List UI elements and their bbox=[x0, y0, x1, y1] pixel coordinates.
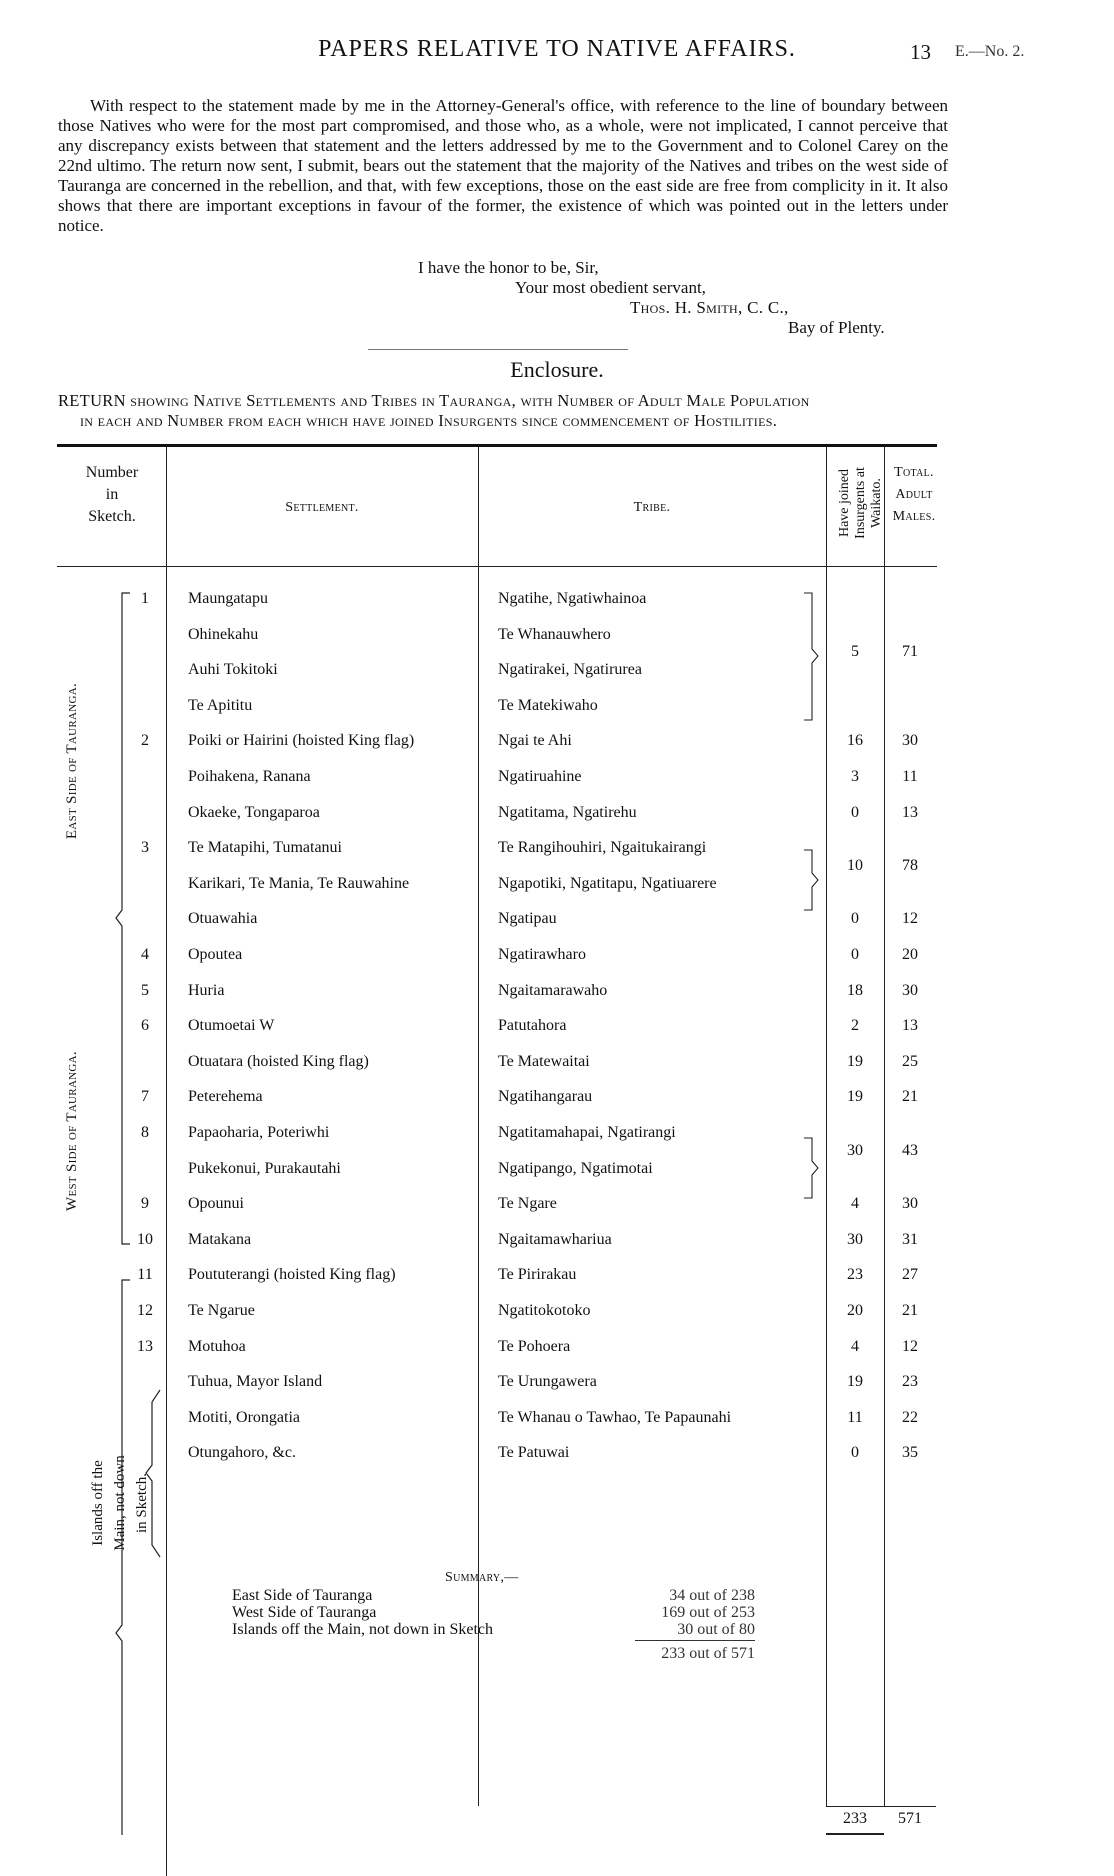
tribe-name: Ngaitamawhariua bbox=[498, 1231, 612, 1248]
tribe-name: Ngatipango, Ngatimotai bbox=[498, 1160, 653, 1177]
running-title: PAPERS RELATIVE TO NATIVE AFFAIRS. bbox=[318, 36, 796, 62]
total-value: 12 bbox=[902, 1338, 918, 1355]
joined-value: 0 bbox=[851, 946, 859, 963]
joined-value: 3 bbox=[851, 768, 859, 785]
tribe-name: Te Patuwai bbox=[498, 1444, 570, 1461]
sketch-number: 13 bbox=[137, 1338, 153, 1355]
settlement-name: Karikari, Te Mania, Te Rauwahine bbox=[188, 875, 410, 892]
sketch-number: 12 bbox=[137, 1302, 153, 1319]
tribe-name: Te Urungawera bbox=[498, 1373, 597, 1390]
settlement-name: Motuhoa bbox=[188, 1338, 246, 1355]
header-joined-insurgents: Have joined Insurgents at Waikato. bbox=[837, 467, 884, 539]
tribe-name: Te Rangihouhiri, Ngaitukairangi bbox=[498, 839, 707, 856]
total-value: 25 bbox=[902, 1053, 918, 1070]
group-label-east: East Side of Tauranga. bbox=[64, 682, 80, 840]
total-value: 12 bbox=[902, 910, 918, 927]
sketch-number: 3 bbox=[141, 839, 149, 856]
total-adult-males: 571 bbox=[898, 1810, 922, 1827]
joined-value: 23 bbox=[847, 1266, 863, 1283]
settlement-name: Te Matapihi, Tumatanui bbox=[188, 839, 342, 856]
joined-value: 0 bbox=[851, 804, 859, 821]
bracket bbox=[804, 593, 818, 720]
summary-value: 169 out of 253 bbox=[661, 1604, 755, 1621]
header-text: Total. bbox=[894, 465, 934, 480]
total-value: 13 bbox=[902, 804, 918, 821]
joined-value: 19 bbox=[847, 1053, 863, 1070]
tribe-name: Ngatitama, Ngatirehu bbox=[498, 804, 637, 821]
settlement-name: Ohinekahu bbox=[188, 626, 259, 643]
bracket bbox=[804, 1138, 818, 1198]
tribe-name: Te Pohoera bbox=[498, 1338, 571, 1355]
total-value: 21 bbox=[902, 1088, 918, 1105]
summary-value: 34 out of 238 bbox=[669, 1587, 755, 1604]
tribe-name: Ngatiruahine bbox=[498, 768, 582, 785]
total-value: 11 bbox=[902, 768, 918, 785]
east-brace bbox=[116, 593, 130, 1244]
total-value: 13 bbox=[902, 1017, 918, 1034]
group-label-west: West Side of Tauranga. bbox=[64, 1051, 80, 1211]
joined-value: 19 bbox=[847, 1373, 863, 1390]
settlement-name: Otungahoro, &c. bbox=[188, 1444, 296, 1461]
settlement-name: Otuatara (hoisted King flag) bbox=[188, 1053, 369, 1070]
summary-total: 233 out of 571 bbox=[661, 1645, 755, 1662]
settlement-name: Tuhua, Mayor Island bbox=[188, 1373, 323, 1390]
sketch-number: 4 bbox=[141, 946, 149, 963]
paper-reference: E.—No. 2. bbox=[955, 43, 1025, 60]
tribe-name: Patutahora bbox=[498, 1017, 567, 1034]
header-text: Adult bbox=[895, 487, 933, 502]
header-text: Sketch. bbox=[88, 508, 136, 525]
settlement-name: Te Ngarue bbox=[188, 1302, 255, 1319]
settlement-name: Pukekonui, Purakautahi bbox=[188, 1160, 341, 1177]
tribe-name: Ngapotiki, Ngatitapu, Ngatiuarere bbox=[498, 875, 717, 892]
total-value: 35 bbox=[902, 1444, 918, 1461]
summary-value: 30 out of 80 bbox=[677, 1621, 755, 1638]
tribe-name: Ngatihangarau bbox=[498, 1088, 593, 1105]
tribe-name: Ngaitamarawaho bbox=[498, 982, 608, 999]
total-value: 23 bbox=[902, 1373, 918, 1390]
settlement-name: Te Apititu bbox=[188, 697, 253, 714]
table-header-rule bbox=[57, 566, 937, 567]
valediction: Your most obedient servant, bbox=[515, 278, 706, 297]
group-label-line: in Sketch. bbox=[134, 1473, 150, 1533]
sketch-number: 7 bbox=[141, 1088, 149, 1105]
settlement-name: Huria bbox=[188, 982, 225, 999]
total-value: 30 bbox=[902, 982, 918, 999]
page-number: 13 bbox=[910, 40, 931, 64]
letter-body: With respect to the statement made by me in the Attorney-General's office, with reference to the line of boundary between those Natives who were for the most part compromised, and those who, as a whole, were not implicated, I cannot perceive that any discrepancy exists between that statement and the letters addressed by me to the Government and to Colonel Carey on the 22nd ultimo. The return now sent, I submit, bears out the statement that the majority of the Natives and tribes on the west side of Tauranga are concerned in the rebellion, and that, with few exceptions, those on the east side are free from complicity in it. It also shows that there are important exceptions in favour of the former, the existence of which was pointed out in the letters under notice. bbox=[58, 96, 948, 235]
tribe-name: Te Whanauwhero bbox=[498, 626, 611, 643]
total-value: 21 bbox=[902, 1302, 918, 1319]
group-label-line: Main, not down bbox=[112, 1455, 128, 1551]
tribe-name: Te Whanau o Tawhao, Te Papaunahi bbox=[498, 1409, 732, 1426]
joined-value: 30 bbox=[847, 1231, 863, 1248]
joined-value: 0 bbox=[851, 910, 859, 927]
joined-value: 30 bbox=[847, 1142, 863, 1159]
settlement-name: Peterehema bbox=[188, 1088, 263, 1105]
tribe-name: Ngatitamahapai, Ngatirangi bbox=[498, 1124, 676, 1141]
header-settlement: Settlement. bbox=[285, 500, 359, 515]
total-joined: 233 bbox=[843, 1810, 867, 1827]
tribe-name: Ngai te Ahi bbox=[498, 732, 572, 749]
total-value: 22 bbox=[902, 1409, 918, 1426]
summary-label: Islands off the Main, not down in Sketch bbox=[232, 1621, 494, 1638]
sketch-number: 2 bbox=[141, 732, 149, 749]
joined-value: 4 bbox=[851, 1195, 859, 1212]
signature-place: Bay of Plenty. bbox=[788, 318, 885, 337]
sketch-number: 6 bbox=[141, 1017, 149, 1034]
tribe-name: Ngatihe, Ngatiwhainoa bbox=[498, 590, 647, 607]
settlement-name: Poututerangi (hoisted King flag) bbox=[188, 1266, 396, 1283]
header-number-in-sketch bbox=[58, 462, 166, 528]
joined-value: 4 bbox=[851, 1338, 859, 1355]
tribe-brackets bbox=[800, 585, 830, 1785]
bracket bbox=[804, 850, 818, 910]
settlement-name: Motiti, Orongatia bbox=[188, 1409, 300, 1426]
settlement-name: Otumoetai W bbox=[188, 1017, 275, 1034]
joined-value: 18 bbox=[847, 982, 863, 999]
group-label-line: Islands off the bbox=[90, 1460, 106, 1546]
return-caption-line-1: RETURN showing Native Settlements and Tribes in Tauranga, with Number of Adult Male Population bbox=[58, 391, 810, 410]
total-value: 30 bbox=[902, 1195, 918, 1212]
tribe-name: Ngatitokotoko bbox=[498, 1302, 591, 1319]
sketch-number: 9 bbox=[141, 1195, 149, 1212]
settlement-name: Maungatapu bbox=[188, 590, 268, 607]
settlement-name: Opounui bbox=[188, 1195, 244, 1212]
tribe-name: Te Ngare bbox=[498, 1195, 557, 1212]
total-value: 30 bbox=[902, 732, 918, 749]
tribe-name: Te Matewaitai bbox=[498, 1053, 590, 1070]
joined-value: 10 bbox=[847, 857, 863, 874]
divider bbox=[368, 349, 628, 350]
header-text: in bbox=[105, 486, 119, 503]
return-caption-line-2: in each and Number from each which have joined Insurgents since commencement of Hostilities. bbox=[80, 411, 778, 430]
table-top-rule bbox=[57, 444, 937, 447]
tribe-name: Ngatirakei, Ngatirurea bbox=[498, 661, 642, 678]
joined-value: 16 bbox=[847, 732, 863, 749]
sketch-number: 10 bbox=[137, 1231, 153, 1248]
header-text: Males. bbox=[892, 509, 936, 524]
settlement-name: Poihakena, Ranana bbox=[188, 768, 311, 785]
signature: Thos. H. Smith, C. C., bbox=[630, 298, 789, 317]
settlement-name: Otuawahia bbox=[188, 910, 258, 927]
summary-label: West Side of Tauranga bbox=[232, 1604, 377, 1621]
header-tribe: Tribe. bbox=[633, 500, 671, 515]
sketch-number: 5 bbox=[141, 982, 149, 999]
joined-value: 20 bbox=[847, 1302, 863, 1319]
total-value: 31 bbox=[902, 1231, 918, 1248]
settlement-name: Poiki or Hairini (hoisted King flag) bbox=[188, 732, 415, 749]
closing-line: I have the honor to be, Sir, bbox=[418, 258, 599, 277]
summary-title: Summary,— bbox=[445, 1570, 519, 1585]
header-total-adult-males bbox=[884, 462, 944, 528]
settlement-name: Okaeke, Tongaparoa bbox=[188, 804, 320, 821]
joined-value: 11 bbox=[847, 1409, 863, 1426]
header-text: Number bbox=[85, 464, 139, 481]
sketch-number: 11 bbox=[137, 1266, 153, 1283]
tribe-name: Te Matekiwaho bbox=[498, 697, 598, 714]
total-value: 20 bbox=[902, 946, 918, 963]
sketch-number: 8 bbox=[141, 1124, 149, 1141]
summary-label: East Side of Tauranga bbox=[232, 1587, 373, 1604]
settlement-name: Papaoharia, Poteriwhi bbox=[188, 1124, 330, 1141]
column-divider bbox=[478, 446, 479, 1806]
total-value: 27 bbox=[902, 1266, 918, 1283]
joined-value: 5 bbox=[851, 643, 859, 660]
joined-value: 0 bbox=[851, 1444, 859, 1461]
summary-rule bbox=[635, 1640, 755, 1641]
joined-value: 19 bbox=[847, 1088, 863, 1105]
group-label-islands bbox=[87, 1418, 153, 1588]
column-divider bbox=[166, 446, 167, 1876]
total-value: 43 bbox=[902, 1142, 918, 1159]
joined-value: 2 bbox=[851, 1017, 859, 1034]
sketch-number: 1 bbox=[141, 590, 149, 607]
settlement-name: Opoutea bbox=[188, 946, 243, 963]
enclosure-title: Enclosure. bbox=[510, 357, 604, 382]
total-value: 78 bbox=[902, 857, 918, 874]
tribe-name: Te Pirirakau bbox=[498, 1266, 577, 1283]
tribe-name: Ngatipau bbox=[498, 910, 557, 927]
return-caption bbox=[58, 391, 963, 431]
settlement-name: Matakana bbox=[188, 1231, 252, 1248]
tribe-name: Ngatirawharo bbox=[498, 946, 586, 963]
settlement-name: Auhi Tokitoki bbox=[188, 661, 278, 678]
total-value: 71 bbox=[902, 643, 918, 660]
totals-double-rule bbox=[826, 1833, 884, 1835]
totals-rule bbox=[826, 1806, 936, 1807]
